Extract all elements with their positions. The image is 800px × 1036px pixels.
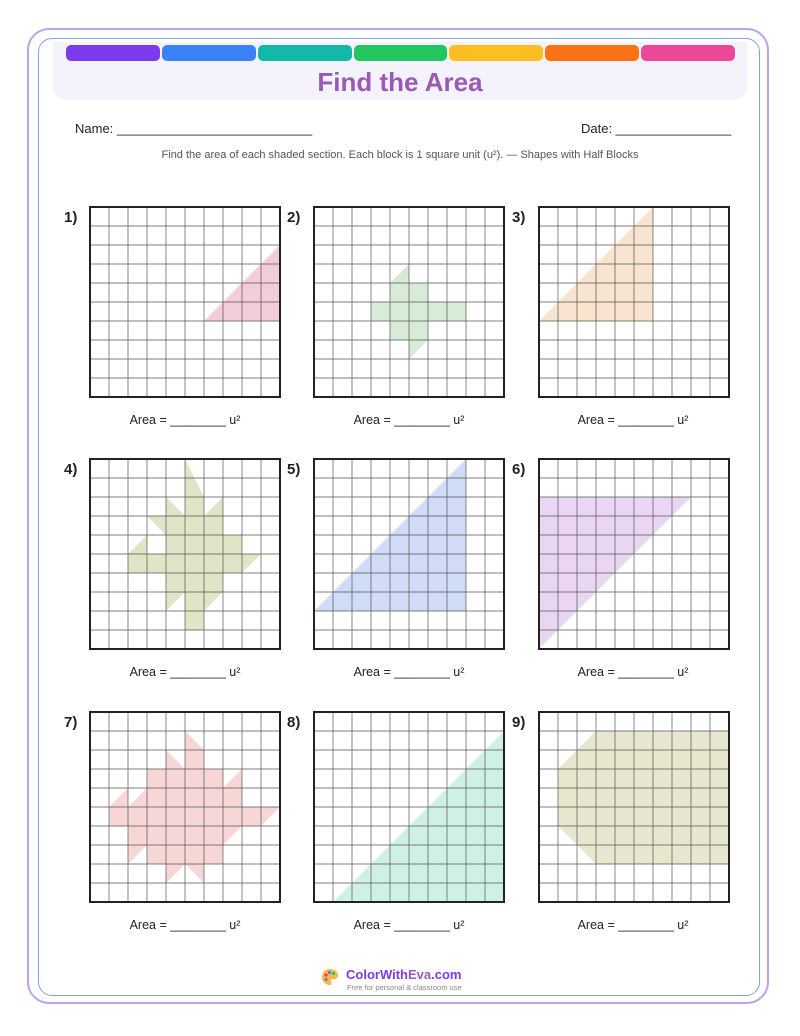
area-answer-field[interactable]: Area = ________ u² [129,918,241,932]
area-answer-field[interactable]: Area = ________ u² [129,665,241,679]
color-stripe [354,45,448,61]
color-stripe [258,45,352,61]
area-grid [90,207,280,397]
area-answer-field[interactable]: Area = ________ u² [353,665,465,679]
area-answer-field[interactable]: Area = ________ u² [129,413,241,427]
problem-number: 4) [64,461,78,478]
shaded-shape [371,264,466,359]
palette-icon [320,967,340,987]
shaded-shape [333,731,504,902]
page-title: Find the Area [317,67,483,97]
problem-number: 1) [64,209,78,226]
area-answer-field[interactable]: Area = ________ u² [353,413,465,427]
date-field-label: Date: ________________ [581,121,732,136]
area-answer-field[interactable]: Area = ________ u² [353,918,465,932]
problem-number: 9) [512,714,526,731]
color-stripe [449,45,543,61]
area-grid [90,712,280,902]
color-stripe [162,45,256,61]
area-grid [539,459,729,649]
brand-name: ColorWithEva.com [346,967,462,982]
color-stripe [545,45,639,61]
problem-number: 8) [287,714,301,731]
area-grid [539,207,729,397]
shaded-shape [558,731,729,864]
area-grid [314,207,504,397]
problem-number: 5) [287,461,301,478]
area-answer-field[interactable]: Area = ________ u² [577,413,689,427]
area-grid [90,459,280,649]
instructions-text: Find the area of each shaded section. Each block is 1 square unit (u²). — Shapes with Half Blocks [161,149,639,161]
problem-number: 6) [512,461,526,478]
color-stripe [641,45,735,61]
area-answer-field[interactable]: Area = ________ u² [577,918,689,932]
problem-number: 2) [287,209,301,226]
area-grid [314,712,504,902]
problem-number: 3) [512,209,526,226]
name-field-label: Name: ___________________________ [75,121,313,136]
area-grid [314,459,504,649]
problem-number: 7) [64,714,78,731]
area-grid [539,712,729,902]
brand-tagline: Free for personal & classroom use [347,983,462,992]
area-answer-field[interactable]: Area = ________ u² [577,665,689,679]
color-stripe-bar [66,45,735,61]
color-stripe [66,45,160,61]
shaded-shape [128,459,261,630]
